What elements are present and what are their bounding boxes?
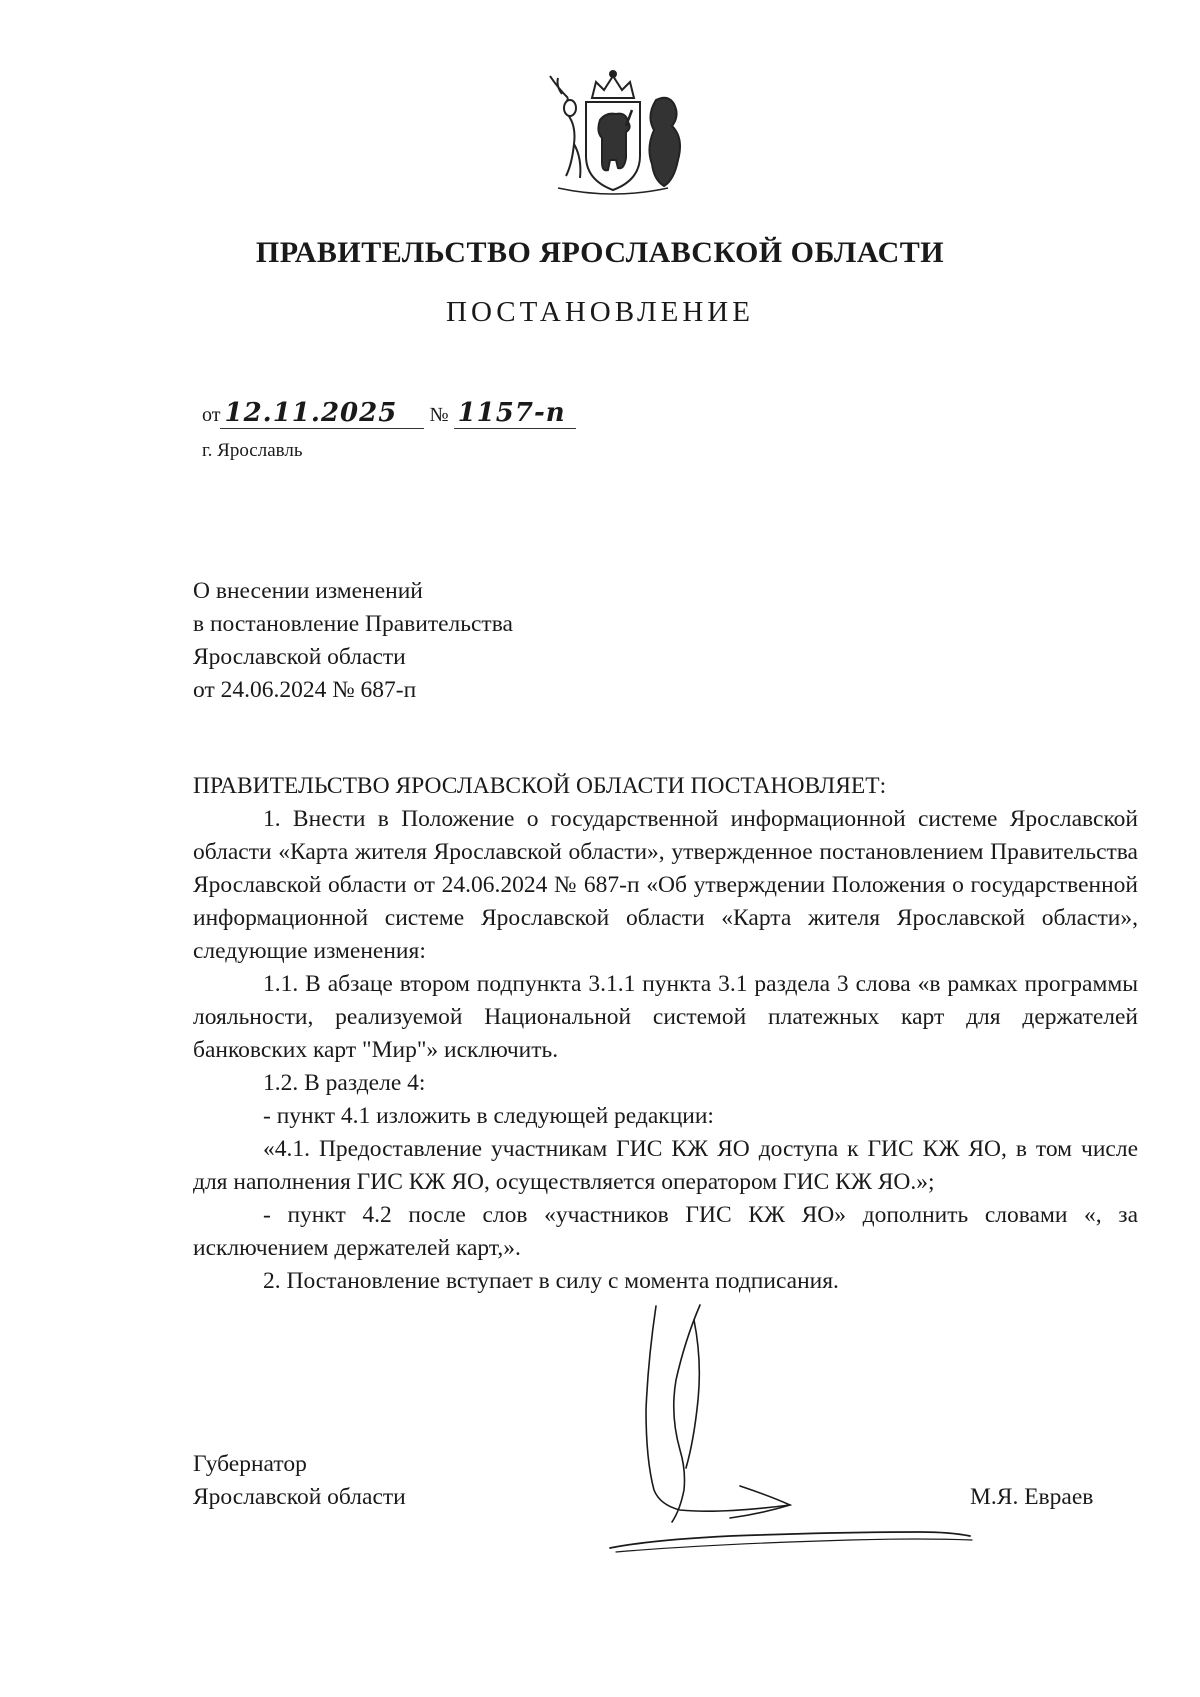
date-prefix: от <box>202 404 221 426</box>
signatory-role <box>193 1448 406 1514</box>
paragraph: - пункт 4.2 после слов «участников ГИС КЖ ЯО» дополнить словами «, за исключением держателей карт,». <box>193 1202 1138 1261</box>
organization-title: ПРАВИТЕЛЬСТВО ЯРОСЛАВСКОЙ ОБЛАСТИ <box>255 236 945 269</box>
document-place: г. Ярославль <box>202 440 303 461</box>
document-body <box>193 770 1138 1298</box>
coat-of-arms-icon <box>528 68 698 198</box>
document-date-number-line <box>202 398 576 429</box>
paragraph: 1.2. В разделе 4: <box>263 1070 426 1096</box>
role-line: Ярославской области <box>193 1484 406 1510</box>
paragraph: 1. Внести в Положение о государственной информационной системе Ярославской области «Карта жителя Ярославской области», утвержденное постановлением Правительства Ярославской области от 24.06.2024 № 687-п «Об утверждении Положения о государственной информационной системе Ярославской области «Карта жителя Ярославской области», следующие изменения: <box>193 806 1138 964</box>
subject-line: от 24.06.2024 № 687-п <box>193 677 417 703</box>
paragraph: «4.1. Предоставление участникам ГИС КЖ ЯО доступа к ГИС КЖ ЯО, в том числе для наполнения ГИС КЖ ЯО, осуществляется оператором ГИС КЖ ЯО.»; <box>193 1136 1138 1195</box>
signatory-name: М.Я. Евраев <box>970 1484 1094 1510</box>
subject-line: О внесении изменений <box>193 578 423 604</box>
document-subject <box>193 575 513 707</box>
preamble: ПРАВИТЕЛЬСТВО ЯРОСЛАВСКОЙ ОБЛАСТИ ПОСТАНОВЛЯЕТ: <box>193 773 887 799</box>
paragraph: 2. Постановление вступает в силу с момента подписания. <box>263 1268 839 1294</box>
paragraph: - пункт 4.1 изложить в следующей редакции: <box>263 1103 714 1129</box>
role-line: Губернатор <box>193 1451 307 1477</box>
document-type: ПОСТАНОВЛЕНИЕ <box>446 296 754 328</box>
subject-line: Ярославской области <box>193 644 406 670</box>
handwritten-signature-icon <box>590 1300 1010 1600</box>
subject-line: в постановление Правительства <box>193 611 513 637</box>
number-prefix: № <box>429 404 449 426</box>
document-number: 1157-п <box>454 398 576 429</box>
document-date: 12.11.2025 <box>220 398 424 429</box>
paragraph: 1.1. В абзаце втором подпункта 3.1.1 пункта 3.1 раздела 3 слова «в рамках программы лояльности, реализуемой Национальной системой платежных карт для держателей банковских карт "Мир"» исключить. <box>193 971 1138 1063</box>
